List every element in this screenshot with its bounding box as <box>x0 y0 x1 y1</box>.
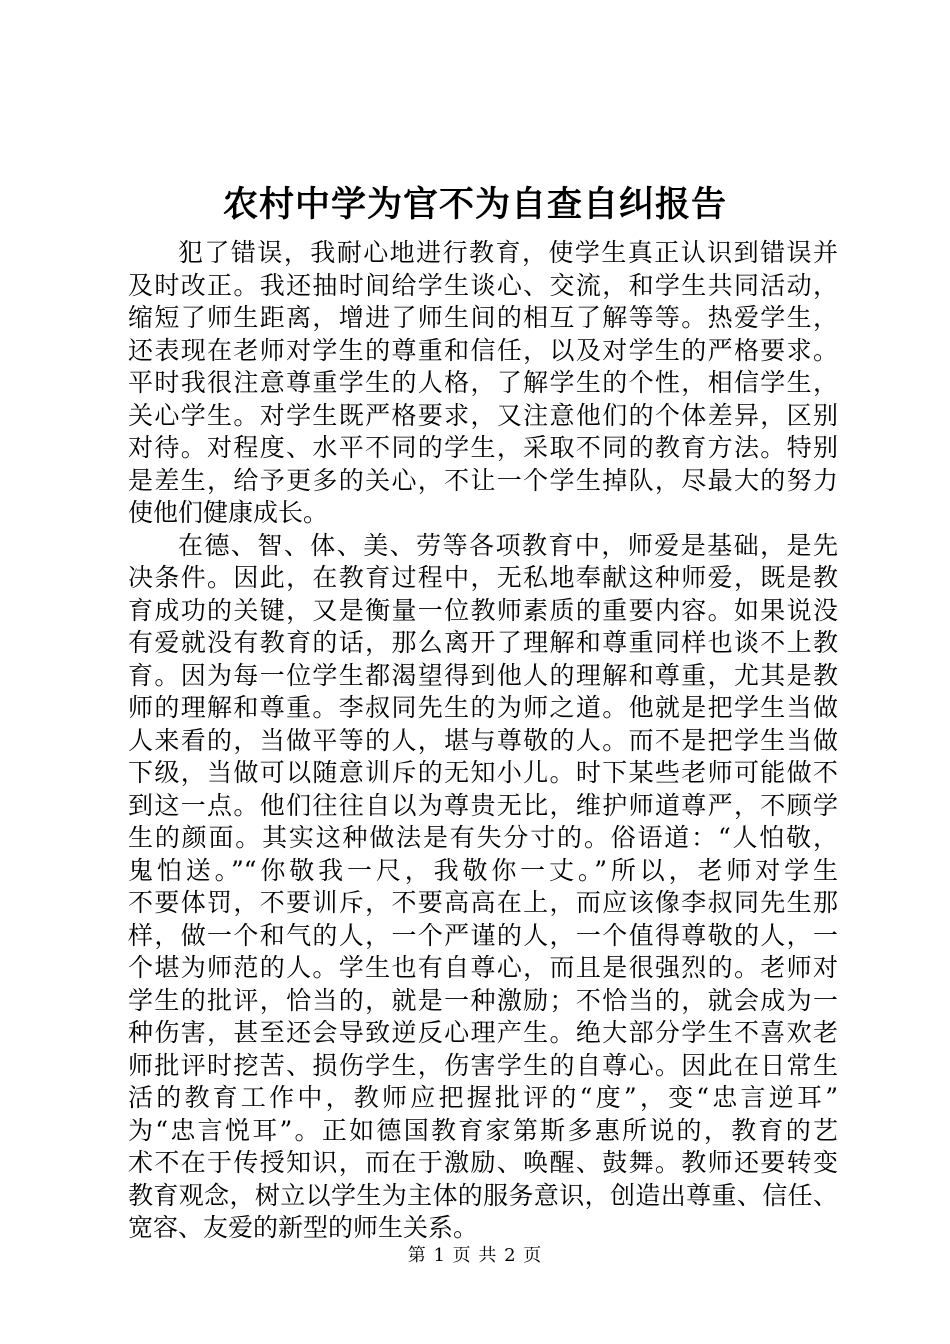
text-line: 种伤害，甚至还会导致逆反心理产生。绝大部分学生不喜欢老 <box>128 1018 838 1047</box>
text-line: 平时我很注意尊重学生的人格，了解学生的个性，相信学生， <box>128 368 838 397</box>
text-line: 人来看的，当做平等的人，堪与尊敬的人。而不是把学生当做 <box>128 725 838 755</box>
text-line: 样，做一个和气的人，一个严谨的人，一个值得尊敬的人，一 <box>128 920 838 950</box>
paragraph-1 <box>128 237 838 530</box>
text-line: 宽容、友爱的新型的师生关系。 <box>128 1213 479 1242</box>
text-line: 是差生，给予更多的关心，不让一个学生掉队，尽最大的努力 <box>128 465 838 495</box>
text-line: 不要体罚，不要训斥，不要高高在上，而应该像李叔同先生那 <box>128 888 838 917</box>
text-line: 育成功的关键，又是衡量一位教师素质的重要内容。如果说没 <box>128 595 838 625</box>
text-line: 及时改正。我还抽时间给学生谈心、交流，和学生共同活动， <box>128 270 838 300</box>
text-line: 使他们健康成长。 <box>128 498 329 527</box>
paragraph-2 <box>128 530 838 1245</box>
text-line: 个堪为师范的人。学生也有自尊心，而且是很强烈的。老师对 <box>128 953 838 982</box>
text-line: 在德、智、体、美、劳等各项教育中，师爱是基础，是先 <box>178 530 838 560</box>
text-line: 活的教育工作中，教师应把握批评的“度”，变“忠言逆耳” <box>128 1083 838 1112</box>
text-line: 有爱就没有教育的话，那么离开了理解和尊重同样也谈不上教 <box>128 628 838 657</box>
text-line: 师的理解和尊重。李叔同先生的为师之道。他就是把学生当做 <box>128 693 838 722</box>
text-line: 术不在于传授知识，而在于激励、唤醒、鼓舞。教师还要转变 <box>128 1148 838 1177</box>
text-line: 缩短了师生距离，增进了师生间的相互了解等等。热爱学生， <box>128 303 838 332</box>
text-line: 关心学生。对学生既严格要求，又注意他们的个体差异，区别 <box>128 400 838 430</box>
text-line: 学生的批评，恰当的，就是一种激励；不恰当的，就会成为一 <box>128 985 838 1015</box>
document-title: 农村中学为官不为自查自纠报告 <box>222 184 727 225</box>
page-number-footer: 第 1 页 共 2 页 <box>407 1245 543 1266</box>
text-line: 下级，当做可以随意训斥的无知小儿。时下某些老师可能做不 <box>128 758 838 787</box>
text-line: 鬼怕送。”“你敬我一尺，我敬你一丈。”所以，老师对学生 <box>128 855 838 885</box>
document-body <box>128 237 838 1245</box>
text-line: 为“忠言悦耳”。正如德国教育家第斯多惠所说的，教育的艺 <box>128 1115 838 1145</box>
text-line: 犯了错误，我耐心地进行教育，使学生真正认识到错误并 <box>178 238 838 267</box>
text-line: 决条件。因此，在教育过程中，无私地奉献这种师爱，既是教 <box>128 563 838 592</box>
text-line: 生的颜面。其实这种做法是有失分寸的。俗语道：“人怕敬， <box>128 823 838 852</box>
text-line: 还表现在老师对学生的尊重和信任，以及对学生的严格要求。 <box>128 335 838 365</box>
text-line: 对待。对程度、水平不同的学生，采取不同的教育方法。特别 <box>128 433 838 462</box>
text-line: 到这一点。他们往往自以为尊贵无比，维护师道尊严，不顾学 <box>128 790 838 820</box>
text-line: 育。因为每一位学生都渴望得到他人的理解和尊重，尤其是教 <box>128 660 838 690</box>
text-line: 师批评时挖苦、损伤学生，伤害学生的自尊心。因此在日常生 <box>128 1050 838 1080</box>
text-line: 教育观念，树立以学生为主体的服务意识，创造出尊重、信任、 <box>128 1180 838 1210</box>
